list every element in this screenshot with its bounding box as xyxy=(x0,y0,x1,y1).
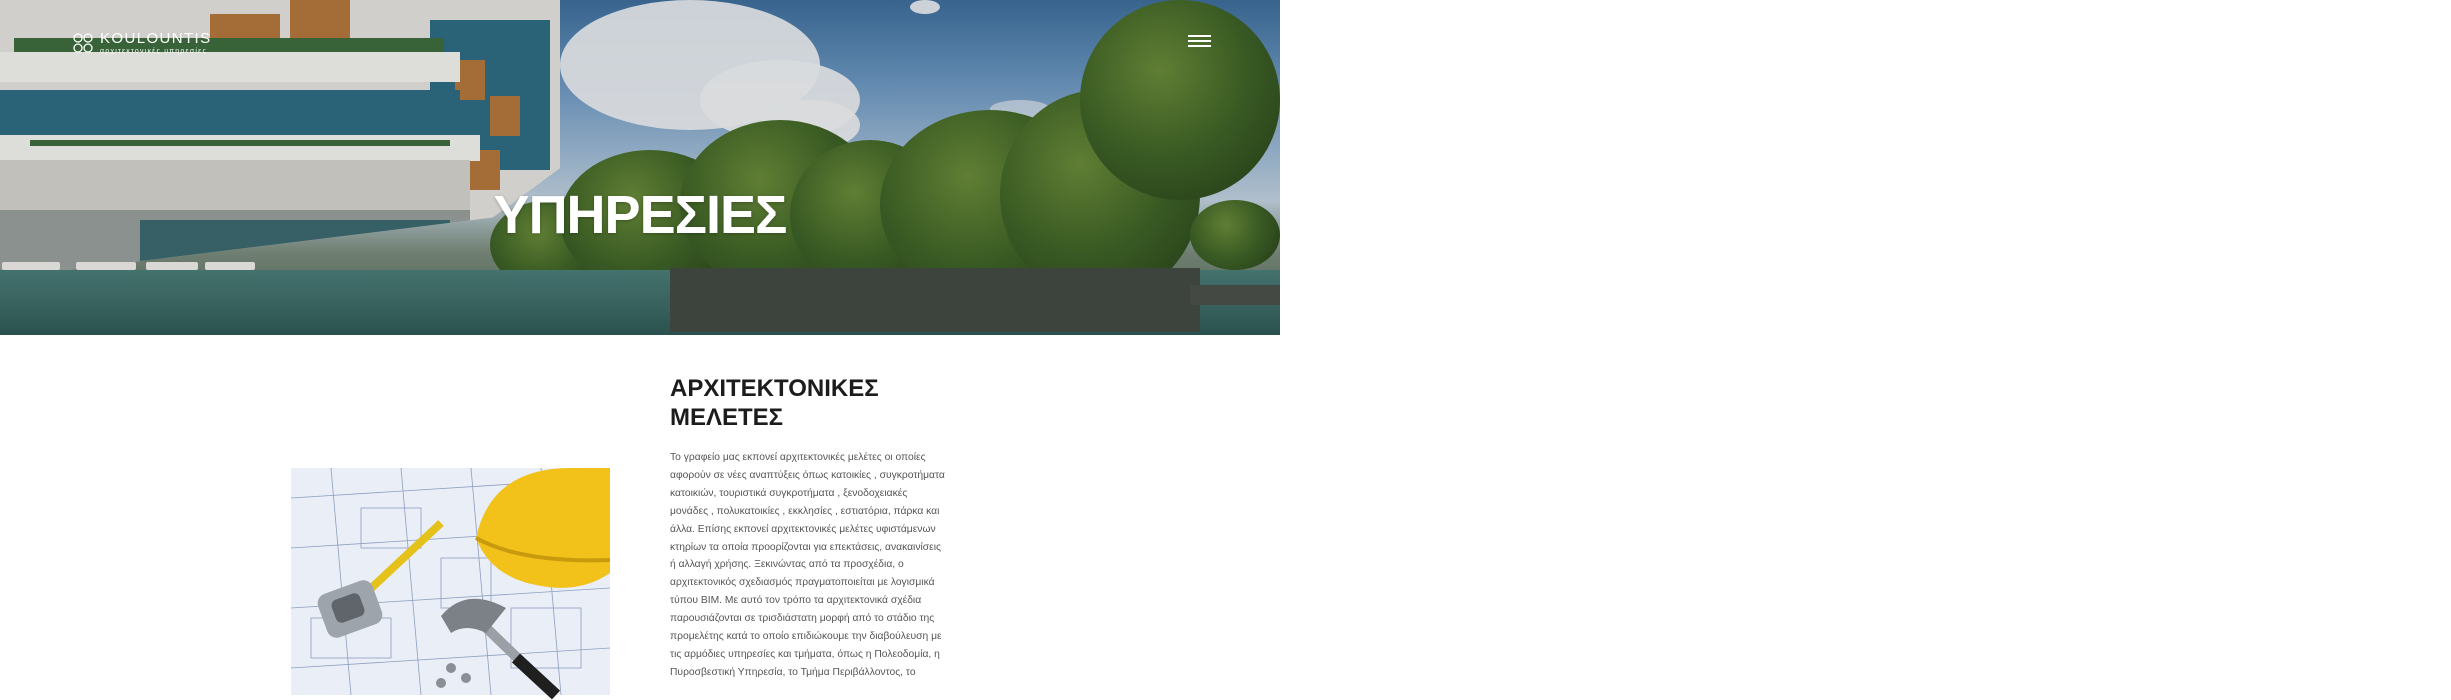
brand-tagline: αρχιτεκτονικές υπηρεσίες xyxy=(100,47,208,55)
section-title: ΑΡΧΙΤΕΚΤΟΝΙΚΕΣ ΜΕΛΕΤΕΣ xyxy=(670,375,879,431)
nav-item-about[interactable]: Ποιοι είμαστε xyxy=(2258,32,2331,46)
architecture-tools-image xyxy=(291,468,610,695)
blueprint-illustration xyxy=(291,468,610,695)
section-body: Το γραφείο μας εκπονεί αρχιτεκτονικές μελέτες οι οποίες αφορούν σε νέες αναπτύξεις όπως κατοικίες , συγκροτήματα κατοικιών, τουριστικά συγκροτήματα , ξενοδοχειακές μονάδες , πολυκατοικίες , εκκλησίες , εστιατόρια, πάρκα και άλλα. Επίσης εκπονεί αρχιτεκτονικές μελέτες υφιστάμενων κτηρίων τα οποία προορίζονται για επεκτάσεις, ανακαινίσεις ή αλλαγή χρήσης. Ξεκινώντας από τα προσχέδια, ο αρχιτεκτονικός σχεδιασμός πραγματοποιείται με λογισμικά τύπου ΒΙΜ. Με αυτό τον τρόπο τα αρχιτεκτονικά σχέδια παρουσιάζονται σε τρισδιάστατη μορφή από το στάδιο της προμελέτης κατά το οποίο επιδιώκουμε την διαβούλευση με τις αρμόδιες υπηρεσίες και τμήματα, όπως η Πολεοδομία, η Πυροσβεστική Υπηρεσία, το Τμήμα Περιβάλλοντος, το xyxy=(670,452,945,678)
hamburger-menu-icon[interactable] xyxy=(1188,35,1211,47)
nav-item-contact[interactable]: Επικοινωνήστε xyxy=(2368,32,2451,46)
logo-mark-icon xyxy=(70,30,96,56)
nav-divider xyxy=(2238,32,2239,50)
nav-item-services[interactable]: Υπηρεσίες xyxy=(2066,32,2125,46)
nav-divider xyxy=(2348,32,2349,50)
page-title: ΥΠΗΡΕΣΙΕΣ xyxy=(493,185,787,246)
brand-name: KOULOUNTIS xyxy=(100,29,212,47)
site-logo[interactable] xyxy=(70,30,212,56)
nav-item-projects[interactable]: Τα Έργα μας xyxy=(2158,32,2230,46)
nav-divider xyxy=(2138,32,2139,50)
nav-item-home[interactable]: Αρχική xyxy=(1991,32,2029,46)
